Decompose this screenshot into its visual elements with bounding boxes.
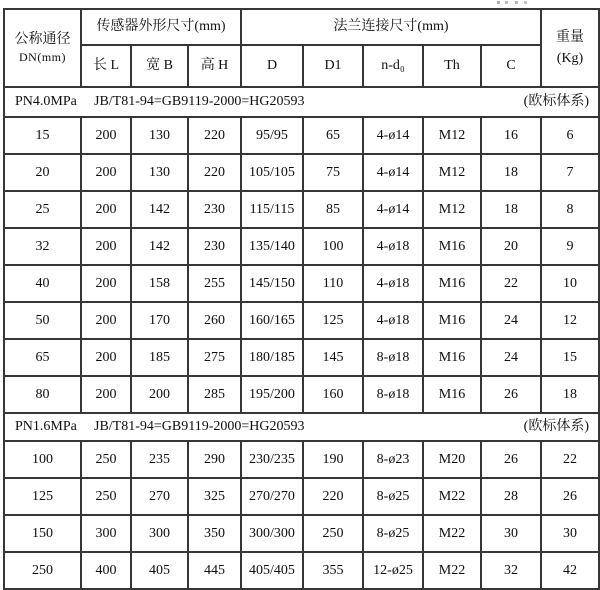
cell: 28: [481, 478, 541, 515]
cell: 355: [303, 552, 363, 589]
cell: 8-ø25: [363, 478, 423, 515]
cell: 220: [303, 478, 363, 515]
cell: 4-ø18: [363, 228, 423, 265]
cell: M22: [423, 515, 481, 552]
header-flange-dimensions-group: 法兰连接尺寸(mm): [241, 9, 541, 45]
cell: 300: [81, 515, 131, 552]
cell: M22: [423, 552, 481, 589]
standard-system-note: (欧标体系): [523, 419, 589, 435]
table-row: [4, 376, 599, 413]
header-sub-col: 宽 B: [131, 45, 188, 87]
cell: 185: [131, 339, 188, 376]
cell: 255: [188, 265, 241, 302]
cell: 135/140: [241, 228, 303, 265]
cell: 290: [188, 441, 241, 478]
cell: 4-ø18: [363, 265, 423, 302]
cell: 405/405: [241, 552, 303, 589]
cell: 85: [303, 191, 363, 228]
header-sub-col: D: [241, 45, 303, 87]
cell: 445: [188, 552, 241, 589]
header-nominal-diameter: [4, 9, 81, 87]
header-weight-line2: (Kg): [556, 50, 584, 66]
cell: 65: [303, 117, 363, 154]
table-row: [4, 265, 599, 302]
table-row: [4, 228, 599, 265]
header-row-subcolumns: [4, 45, 599, 87]
cell: 100: [303, 228, 363, 265]
cell: 15: [4, 117, 81, 154]
cell: 18: [481, 191, 541, 228]
cell: 100: [4, 441, 81, 478]
cell: 20: [481, 228, 541, 265]
table-row: [4, 339, 599, 376]
cell: 200: [81, 117, 131, 154]
cell: 260: [188, 302, 241, 339]
cell: 250: [303, 515, 363, 552]
header-sub-col: D1: [303, 45, 363, 87]
cell: M16: [423, 265, 481, 302]
cell: 8-ø25: [363, 515, 423, 552]
cell: 145: [303, 339, 363, 376]
cell: 18: [481, 154, 541, 191]
cell: 195/200: [241, 376, 303, 413]
cell: 80: [4, 376, 81, 413]
cell: 22: [541, 441, 599, 478]
cell: 12-ø25: [363, 552, 423, 589]
cell: 8-ø23: [363, 441, 423, 478]
cell: 200: [81, 191, 131, 228]
cell: 270/270: [241, 478, 303, 515]
cell: 200: [81, 228, 131, 265]
cell: 8: [541, 191, 599, 228]
cell: 125: [303, 302, 363, 339]
cell: 270: [131, 478, 188, 515]
cell: M12: [423, 191, 481, 228]
cell: M12: [423, 117, 481, 154]
cell: 22: [481, 265, 541, 302]
cell: 125: [4, 478, 81, 515]
table-row: [4, 478, 599, 515]
table-row: [4, 117, 599, 154]
cell: 300: [131, 515, 188, 552]
cell: 12: [541, 302, 599, 339]
cell: 325: [188, 478, 241, 515]
cropped-text-artifact: [497, 1, 531, 4]
cell: 220: [188, 154, 241, 191]
cell: 142: [131, 191, 188, 228]
cell: 26: [541, 478, 599, 515]
cell: 200: [81, 302, 131, 339]
cell: 42: [541, 552, 599, 589]
cell: 405: [131, 552, 188, 589]
cell: 8-ø18: [363, 339, 423, 376]
cell: 95/95: [241, 117, 303, 154]
cell: 15: [541, 339, 599, 376]
cell: 10: [541, 265, 599, 302]
cell: M16: [423, 228, 481, 265]
cell: 170: [131, 302, 188, 339]
pn-rating-label: PN4.0MPa: [15, 94, 77, 110]
cell: 4-ø14: [363, 117, 423, 154]
section-header-row: [4, 87, 599, 117]
cell: 200: [81, 154, 131, 191]
cell: 50: [4, 302, 81, 339]
cell: 130: [131, 117, 188, 154]
cell: 115/115: [241, 191, 303, 228]
cell: 158: [131, 265, 188, 302]
table-row: [4, 154, 599, 191]
cell: 180/185: [241, 339, 303, 376]
cell: 200: [81, 339, 131, 376]
cell: 75: [303, 154, 363, 191]
header-weight-line1: 重量: [556, 30, 584, 45]
table-row: [4, 302, 599, 339]
cell: M12: [423, 154, 481, 191]
pn-rating-label: PN1.6MPa: [15, 419, 77, 435]
cell: 40: [4, 265, 81, 302]
table-row: [4, 552, 599, 589]
cell: 400: [81, 552, 131, 589]
header-sub-col: Th: [423, 45, 481, 87]
header-sub-col: 高 H: [188, 45, 241, 87]
section-header-row: [4, 413, 599, 441]
cell: 300/300: [241, 515, 303, 552]
cell: 32: [4, 228, 81, 265]
cell: 220: [188, 117, 241, 154]
cell: 30: [541, 515, 599, 552]
cell: 26: [481, 441, 541, 478]
cell: 200: [81, 265, 131, 302]
cell: 145/150: [241, 265, 303, 302]
cell: 7: [541, 154, 599, 191]
table-row: [4, 515, 599, 552]
header-weight: [541, 9, 599, 87]
cell: 105/105: [241, 154, 303, 191]
standard-system-note: (欧标体系): [523, 94, 589, 110]
cell: M20: [423, 441, 481, 478]
cell: 24: [481, 302, 541, 339]
standard-label: JB/T81-94=GB9119-2000=HG20593: [94, 94, 305, 110]
standard-label: JB/T81-94=GB9119-2000=HG20593: [94, 419, 305, 435]
cell: 130: [131, 154, 188, 191]
header-sub-col: 长 L: [81, 45, 131, 87]
cell: 350: [188, 515, 241, 552]
cell: 160: [303, 376, 363, 413]
cell: 230: [188, 228, 241, 265]
cell: M16: [423, 376, 481, 413]
cell: 250: [4, 552, 81, 589]
cell: M16: [423, 339, 481, 376]
cell: 150: [4, 515, 81, 552]
cell: 285: [188, 376, 241, 413]
cell: 24: [481, 339, 541, 376]
table-row: [4, 191, 599, 228]
cell: 110: [303, 265, 363, 302]
header-sub-col: n-d₀: [363, 45, 423, 87]
cell: 30: [481, 515, 541, 552]
header-row-groups: [4, 9, 599, 45]
cell: 4-ø14: [363, 191, 423, 228]
header-nominal-diameter-line2: DN(mm): [19, 50, 66, 65]
cell: 18: [541, 376, 599, 413]
header-sub-col: C: [481, 45, 541, 87]
cell: 4-ø14: [363, 154, 423, 191]
cell: 190: [303, 441, 363, 478]
cell: 230/235: [241, 441, 303, 478]
header-sensor-dimensions-group: 传感器外形尺寸(mm): [81, 9, 241, 45]
cell: M16: [423, 302, 481, 339]
cell: 160/165: [241, 302, 303, 339]
cell: 9: [541, 228, 599, 265]
cell: 250: [81, 441, 131, 478]
cell: M22: [423, 478, 481, 515]
header-nominal-diameter-line1: 公称通径: [14, 31, 71, 47]
cell: 142: [131, 228, 188, 265]
cell: 26: [481, 376, 541, 413]
cell: 65: [4, 339, 81, 376]
cell: 230: [188, 191, 241, 228]
cell: 6: [541, 117, 599, 154]
cell: 200: [81, 376, 131, 413]
cell: 4-ø18: [363, 302, 423, 339]
cell: 32: [481, 552, 541, 589]
cell: 275: [188, 339, 241, 376]
cell: 250: [81, 478, 131, 515]
table-row: [4, 441, 599, 478]
cell: 235: [131, 441, 188, 478]
cell: 16: [481, 117, 541, 154]
cell: 20: [4, 154, 81, 191]
dimension-spec-table: [3, 8, 600, 590]
cell: 25: [4, 191, 81, 228]
cell: 8-ø18: [363, 376, 423, 413]
cell: 200: [131, 376, 188, 413]
